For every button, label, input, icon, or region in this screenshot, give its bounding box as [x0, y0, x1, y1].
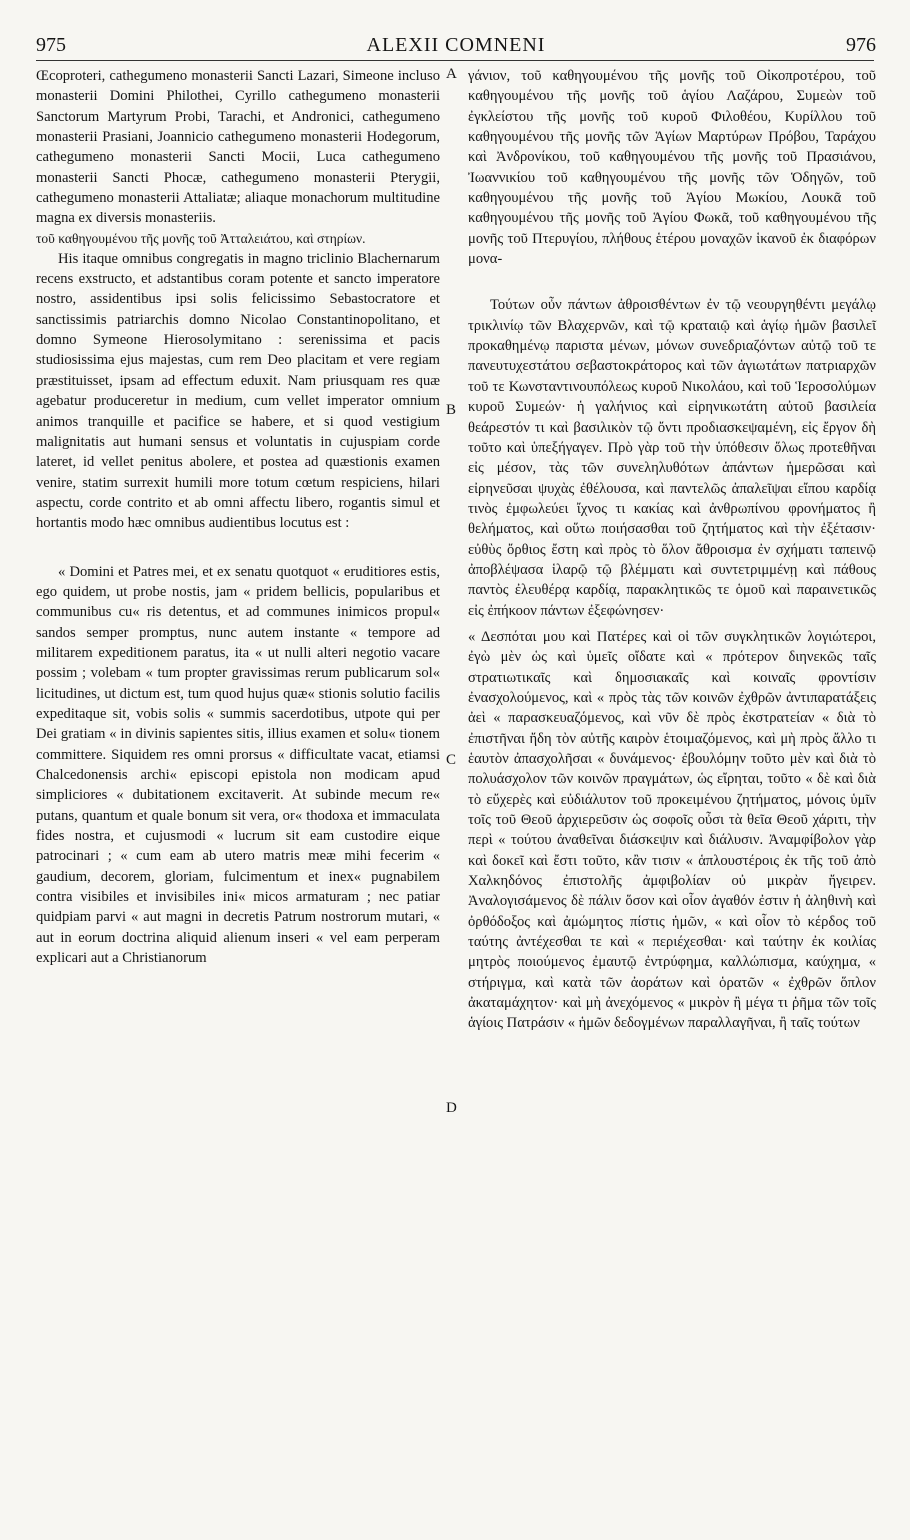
greek-speech: « Δεσπόται μου καὶ Πατέρες καὶ οἱ τῶν συγκλητικῶν λογιώτεροι, ἐγὼ μὲν ὡς καὶ ὑμεῖς οἴδατε καὶ « πρότερον διηνεκῶς ταῖς στρατιωτικαῖς καὶ δημοσιακαῖς καὶ κοιναῖς φροντίσιν ἐνασχολούμενος, καὶ « πρὸς τὰς τῶν κοινῶν ἐχθρῶν ἀντιπαρατάξεις ἀεὶ « παρασκευαζόμενος, καὶ νῦν δὲ πρὸς ἐκστρατείαν « διὰ τὸ ἐπιστῆναι ἤδη τὸν αὐτῆς καιρὸν ἑτοιμαζόμενος, καὶ μὴ πρὸς ἄλλο τι ἑαυτὸν ἀπασχολῆσαι « δυνάμενος· ἐβουλόμην τοῦτο μὲν καὶ διὰ τὸ πολυάσχολον τῶν κοινῶν πραγμάτων, ὡς εἴρηται, τοῦτο « δὲ καὶ διὰ τὸ εὔχερὲς καὶ εὐδιάλυτον τοῦ προκειμένου ζητήματος, μόνοις ὑμῖν τοῖς τοῦ Θεοῦ ἀρχιερεῦσιν ὡς σοφοῖς οὖσι τὰ θεῖα Θεοῦ χάριτι, τὴν περὶ « τούτου ἀναθεῖναι διάσκεψιν καὶ διάλυσιν. Ἀναμφίβολον γὰρ καὶ δοκεῖ καὶ ἔστι τοῦτο, κἂν τισιν « ἁπλουστέροις ἐκ τῆς τοῦ ἀπὸ Χαλκηδόνος ἐπιστολῆς ἀμφιβολίαν οὐ μικρὰν ἤγειρεν. Ἀναλογισάμενος δὲ πάλιν ὅσον καὶ οἷον ἀγαθόν ἐστιν ἡ ἀληθινὴ καὶ ὀρθόδοξος καὶ ἀμώμητος πίστις ἡμῶν, « καὶ οἷον τὸ κέρδος τοῦ ταύτης ἀντέχεσθαι τε καὶ « περιέχεσθαι· καὶ ταύτην ἐκ κοιλίας μητρὸς ποιούμενος ἐμαυτῷ ἐντρύφημα, καλλώπισμα, καύχημα, « στήριγμα, καὶ κατὰ τῶν ἀοράτων καὶ ὁρατῶν « ἐχθρῶν ὅπλον ἀκαταμάχητον· καὶ μὴ ἀνεχόμενος « μικρὸν ἢ μέγα τι ῥῆμα τῶν τοῖς ἁγίοις Πατράσιν « ἡμῶν δεδογμένων παραλλαγῆναι, ἢ ταῖς τούτων — [468, 628, 876, 1032]
section-marker-a: A — [446, 66, 457, 82]
latin-paragraph-1: Œcoproteri, cathegumeno monasterii Sancti Lazari, Simeone incluso monasterii Domini Philothei, Cyrillo cathegumeno monasterii Sanctorum Martyrum Probi, Tarachi, et Andronici, cathegumeno monasterii Prasiani, Joannicio cathegumeno monasterii Hodegorum, cathegumeno monasterii Sancti Mocii, Luca cathegumeno monasterii Sancti Phocæ, cathegumeno monasterii Pterygii, cathegumeno monasterii Attaliatæ; aliaque monachorum multitudine magna ex diversis monasteriis. — [36, 68, 440, 227]
running-title: ALEXII COMNENI — [366, 34, 546, 56]
latin-paragraph-2: His itaque omnibus congregatis in magno triclinio Blachernarum recens exstructo, et adstantibus coram potente et sancto imperatore nostro, assidentibus ipsi solis felicissimo Sebastocratore et sanctissimis patriarchis domno Nicolao Constantinopolitano, et domno Symeone Hierosolymitano : serenissima et pacis studiosissima ejus majestas, cum rem Deo placitam et vere regiam præstituisset, ipsam ad effectum eduxit. Nam priusquam res quæ agebatur produceretur in medium, cum vellet imperator omnium animos tranquille et pacifice se habere, et si quod vestigium malignitatis aut humani sensus et voluntatis in cujuspiam corde lateret, id vellet penitus abolere, et postea ad quæstionis examen venire, statim surrexit humili more totum cœtum respiciens, hilari aspectu, corde contrito et ab omni affectu libero, rogantis simul et hortantis modo hæc omnibus audientibus locutus est : — [36, 250, 440, 532]
greek-column — [468, 66, 876, 1034]
latin-column — [36, 66, 440, 968]
greek-paragraph-1: γάνιον, τοῦ καθηγουμένου τῆς μονῆς τοῦ Οἰκοπροτέρου, τοῦ καθηγουμένου τῆς μονῆς τοῦ ἁγίου Λαζάρου, Συμεὼν τοῦ ἐγκλείστου τῆς μονῆς τοῦ κυροῦ Φιλοθέου, Κυρίλλου τοῦ καθηγουμένου τῆς μονῆς τῶν Ἁγίων Μαρτύρων Πρόβου, Ταράχου καὶ Ἀνδρονίκου, τοῦ καθηγουμένου τῆς μονῆς τοῦ Πρασιάνου, Ἰωαννικίου τοῦ καθηγουμένου τῆς μονῆς τῶν Ὁδηγῶν, τοῦ καθηγουμένου τῆς μονῆς τοῦ Ἁγίου Μωκίου, Λουκᾶ τοῦ καθηγουμένου τῆς μονῆς τοῦ Ἁγίου Φωκᾶ, τοῦ καθηγουμένου τῆς μονῆς τοῦ Πτερυγίου, πλήθους ἑτέρου μοναχῶν ἱκανοῦ ἐκ διαφόρων μονα- — [468, 68, 876, 268]
greek-paragraph-2: Τούτων οὖν πάντων ἀθροισθέντων ἐν τῷ νεουργηθέντι μεγάλῳ τρικλινίῳ τῶν Βλαχερνῶν, καὶ τῷ κραταιῷ καὶ ἁγίῳ ἡμῶν βασιλεῖ προκαθημένῳ παριστα μένων, μόνων συνεδριαζόντων αὐτῷ τοῦ τε πανευτυχεστάτου σεβαστοκράτορος καὶ τῶν ἁγιωτάτων πατριαρχῶν τοῦ τε Κωνσταντινουπόλεως κυροῦ Νικολάου, καὶ τοῦ Ἱεροσολύμων κυροῦ Συμεών· ἡ γαλήνιος καὶ εἰρηνικωτάτη αὐτοῦ βασιλεία θεάρεστόν τι καὶ βασιλικὸν τῷ ὄντι προδιασκεψαμένη, εἰς ἔργον δὴ τοῦτο καὶ ὑπεξήγαγεν. Πρὸ γὰρ τοῦ τὴν ὑπόθεσιν ὅλως προτεθῆναι εἰς μέσον, τὰς τῶν συνεληλυθότων ἁπάντων ἡμερῶσαι καὶ εἰρηνεῦσαι ψυχὰς ἐθέλουσα, καὶ παντελῶς ἀπαλεῖψαι εἴπου καρδίᾳ τινὸς ἐμφωλεύει ἴχνος τι κακίας καὶ ἀνθρωπίνου φρονήματος ἢ θελήματος, καὶ οὕτω ποιήσασθαι τοῦ ζητήματος καὶ τὴν ἐξέτασιν· εὐθὺς ὄρθιος ἔστη καὶ πρὸς τὸ ὅλον ἄθροισμα ἐν σχήματι ταπεινῷ ἀποβλέψασα ἱλαρῷ τῷ βλέμματι καὶ συντετριμμένῃ καὶ πάθους παντὸς ἐλευθέρᾳ καρδίᾳ, παρακλητικῶς τε ὁμοῦ καὶ παραινετικῶς εἰς ἐπήκοον πάντων ἐξεφώνησεν· — [468, 297, 876, 619]
header-rule — [36, 60, 874, 61]
latin-speech: « Domini et Patres mei, et ex senatu quotquot « eruditiores estis, ego quidem, ut probe nostis, jam « pridem bellicis, popularibus et communibus cu« ris detentus, et ad communes inimicos propul« sandos semper promptus, nunc autem instante « tempore ad militarem expeditionem paratus, ita « ut nulli alteri negotio vacare possim ; volebam « tum propter gravissimas rerum publicarum sol« licitudines, ut dictum est, tum quod hujus quæ« stionis solutio facilis expeditaque sit, vobis solis « summis sacerdotibus, utpote qui per Dei gratiam « in divinis sapientes sitis, illius examen et solu« tionem committere. Siquidem res omni prorsus « difficultate vacat, etiamsi Chalcedonensis archi« episcopi epistola non modicam apud simpliciores « dubitationem excitaverit. At subinde mecum re« putans, quantum et quale bonum sit vera, or« thodoxa et immaculata fides nostra, et cujusmodi « lucrum sit eam custodire eique patrocinari ; « cum eam ab utero matris meæ mihi fecerim « gaudium, decorem, gloriam, fulcimentum et inex« pugnabilem contra visibiles et invisibiles ini« micos armaturam ; nec patiar quidpiam parvi « aut magni in decretis Patrum nostrorum mutari, « aut in eorum doctrina aliquid alienum inseri « vel eam perperam explicari aut a Christianorum — [36, 563, 440, 967]
section-marker-b: B — [446, 402, 457, 418]
section-marker-c: C — [446, 752, 457, 768]
page-number-right: 976 — [846, 34, 876, 56]
page-number-left: 975 — [36, 34, 66, 56]
greek-continuation-note: τοῦ καθηγουμένου τῆς μονῆς τοῦ Ἀτταλειάτου, καὶ στηρίων. — [36, 230, 366, 246]
section-marker-d: D — [446, 1100, 457, 1116]
